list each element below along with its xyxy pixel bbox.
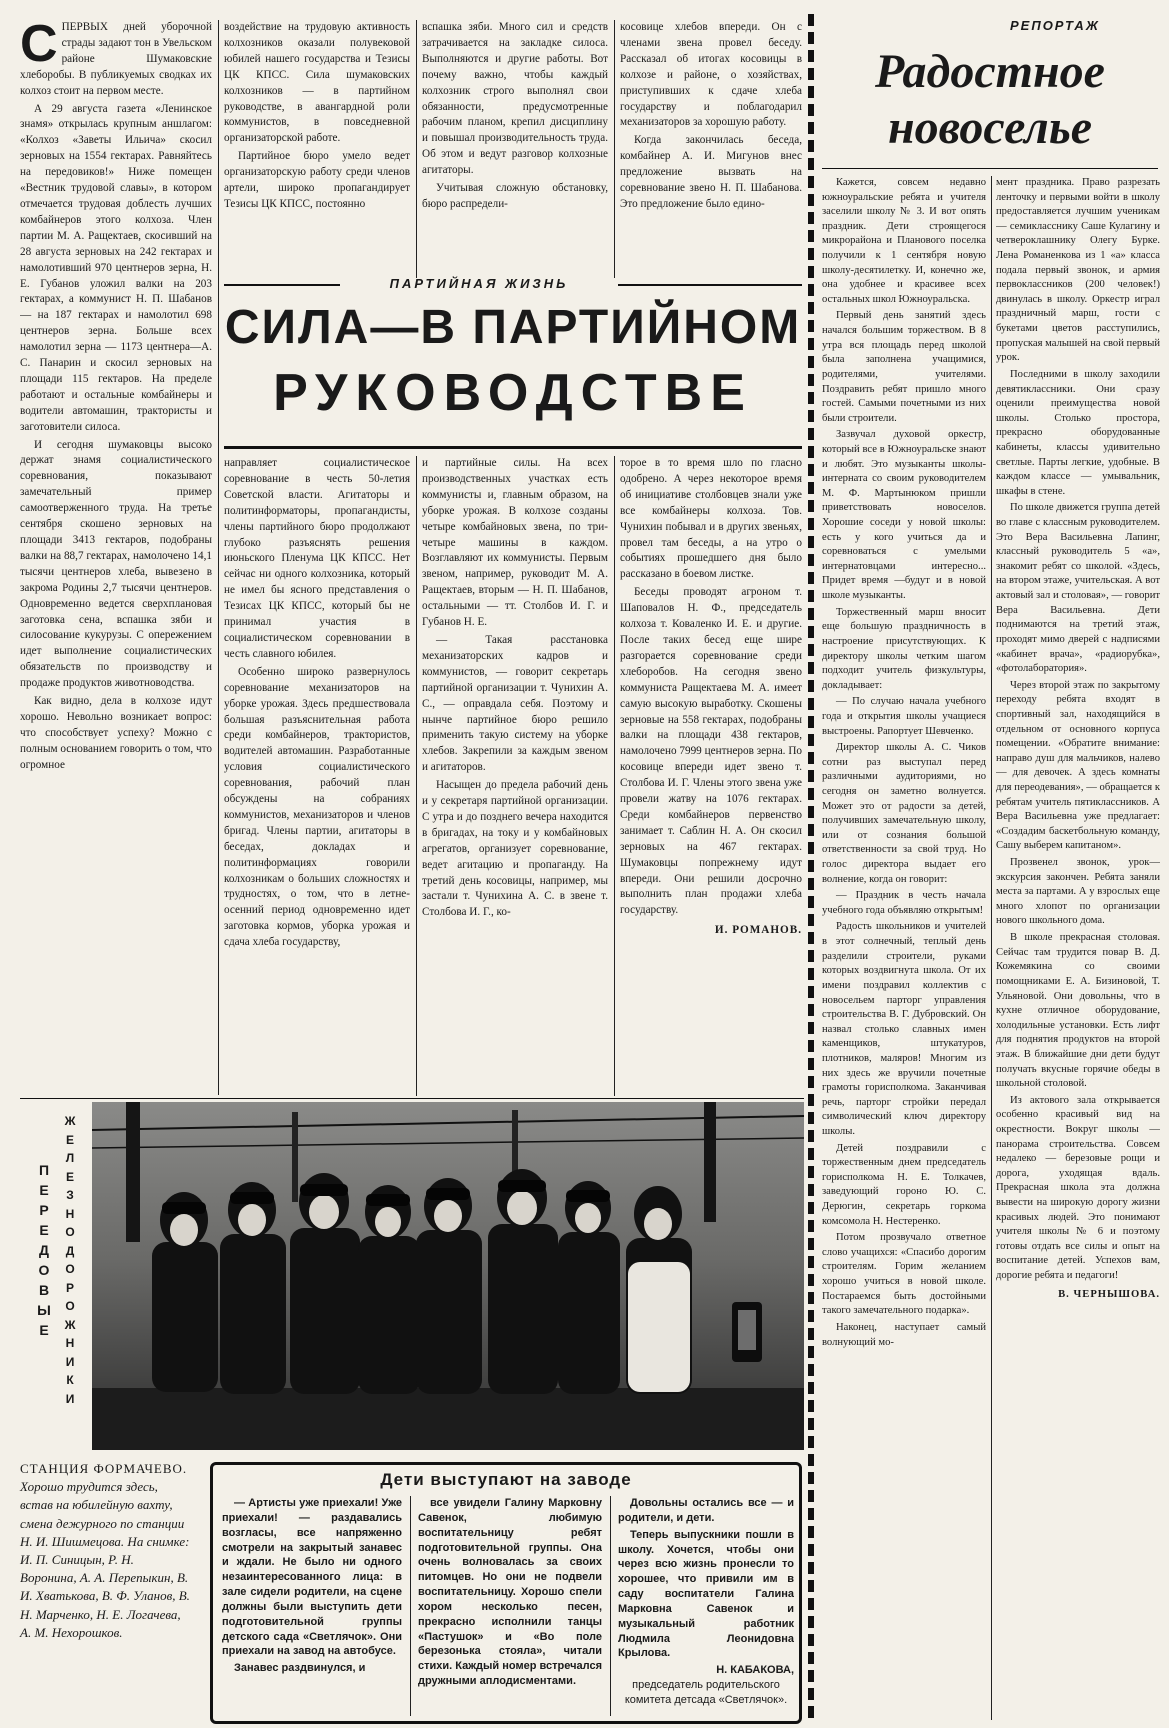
main-article-lead-paragraph: [20, 20, 212, 100]
children-signature: Н. КАБАКОВА,: [716, 1664, 794, 1677]
paragraph: ПЕРВЫХ дней уборочной страды задают тон в Увельском районе Шумаковские хлеборобы. В публикуемых сводках их колхоз стоит на первом месте.: [20, 21, 212, 97]
paragraph: Через второй этаж по закрытому переходу ребята входят в спортивный зал, находящийся в отдельном от основного корпуса помещении. «Обратите внимание: направо душ для мальчиков, налево — для девочек. А здесь комнаты для переодевания», — обращается к ребятам учитель пятиклассников. А Вера Васильевна уже предлагает: «Создадим баскетбольную команду, Сашу выберем капитаном».: [996, 679, 1160, 852]
paragraph: Торжественный марш вносит еще большую праздничность в настроение присутствующих. К директору школы четким шагом подходит учитель физкультуры, докладывает:: [822, 606, 986, 691]
photo-vertical-caption-right: [60, 1112, 80, 1408]
vertical-letter: О: [65, 1225, 75, 1239]
report-col2: [996, 176, 1160, 1720]
paragraph: Занавес раздвинулся, и: [234, 1662, 366, 1675]
caption-lead: СТАНЦИЯ ФОРМАЧЕВО.: [20, 1461, 188, 1476]
paragraph: торое в то время шло по гласно одобрено. А через некоторое время об инициативе столбовцев знали уже все комбайнеры колхоза. Тов. Чунихин побывал и в других звеньях, провел там беседы, а на утро о событиях прошедшего дня было рассказано в боевом листке.: [620, 457, 802, 581]
vertical-letter: И: [65, 1354, 75, 1369]
vertical-letter: Ж: [64, 1317, 76, 1332]
vertical-letter: Д: [39, 1242, 49, 1258]
vertical-letter: В: [38, 1282, 50, 1298]
vertical-letter: О: [65, 1299, 75, 1313]
vertical-letter: Ж: [64, 1114, 76, 1128]
caption-text: Хорошо трудится здесь, встав на юбилейную вахту, смена дежурного по станции Н. И. Шишмецова. На снимке: И. П. Синицын, Р. Н. Воронина, А. А. Перепыкин, В. И. Хватькова, В. Ф. Уланов, В. Н. Марченко, Н. Е. Логачева, А. М. Нехорошков.: [20, 1479, 190, 1640]
vertical-letter: К: [66, 1373, 74, 1387]
paragraph: Потом прозвучало ответное слово учащихся: «Спасибо дорогим строителям. Горим желанием хорошо учиться в новой школе. Постараемся быть достойными такого замечательного подарка».: [822, 1232, 986, 1317]
headline-top-rule: [224, 284, 340, 286]
paragraph: — Артисты уже приехали! Уже приехали! — раздавались возгласы, все напряженно смотрели на закрытый занавес и ждали. Не было ни одного незаинтересованного лица: в зале сидели родители, на сцене должны были выступить дети подготовительной группы детского сада «Светлячок». Они приехали на завод на автобусе.: [222, 1497, 402, 1658]
paragraph: Детей поздравили с торжественным днем председатель горисполкома Н. Е. Толкачев, заведующий гороно Ю. С. Дерюгин, секретарь горкома комсомола Н. Нестеренко.: [822, 1142, 986, 1227]
vertical-letter: И: [65, 1391, 75, 1406]
column-rule: [416, 20, 417, 278]
vertical-letter: З: [66, 1188, 74, 1202]
vertical-letter: О: [38, 1262, 50, 1278]
headline-line-2: РУКОВОДСТВЕ: [273, 364, 753, 422]
vertical-letter: Д: [65, 1243, 75, 1258]
paragraph: А 29 августа газета «Ленинское знамя» открылась крупным аншлагом: «Колхоз «Заветы Ильича» скосил зерновых на 1554 гектарах. Равняйтесь на передовиков!» Ниже помещен «Вестник трудовой славы», в котором отмечается трудовая доблесть лучших комбайнеров этого колхоза. Член партии М. А. Ращектаев, скосивший на 28 августа зерновых на 242 гектарах и намолотивший 970 центнеров зерна, Н. Е. Губанов уложил валки на 203 гектарах, а коммунист Н. П. Шабанов — на 187 гектарах и намолотил 698 центнеров зерна. Больше всех намолотил зерна — 1173 центнера—А. С. Панарин и скосил зерновых на площади 115 гектаров. На пределе работают и остальные комбайнеры и водители автомашин, трактористы и заготовители силоса.: [20, 102, 212, 433]
paragraph: направляет социалистическое соревнование в честь 50-летия Советской власти. Агитаторы и политинформаторы, пропагандисты, члены партийного бюро продолжают глубоко разъяснять решения июньского Пленума ЦК КПСС. Нет сейчас ни одного колхозника, который не имел бы ясного представления о Тезисах ЦК КПСС, который бы не принимал участия в социалистическом соревновании в честь славного юбилея.: [224, 457, 410, 660]
main-article-col2: [224, 20, 410, 278]
paragraph: Как видно, дела в колхозе идут хорошо. Невольно возникает вопрос: что способствует успеху? Можно с полным основанием говорить о том, что огромное: [20, 695, 212, 771]
photo-vertical-caption-left: [34, 1160, 54, 1340]
vertical-letter: Н: [65, 1206, 75, 1221]
column-rule: [610, 1496, 611, 1716]
paragraph: — По случаю начала учебного года и открытия школы учащиеся выстроены. Рапортует Шевченко.: [822, 696, 986, 737]
paragraph: Последними в школу заходили девятиклассники. Они сразу оценили преимущества новой школы. Столько простора, прекрасно оборудованные кабинеты, классы удивительно светлые. Парты легкие, удобные. В каждом классе — умывальник, шкафы в стене.: [996, 368, 1160, 497]
vertical-letter: Е: [39, 1182, 49, 1198]
paragraph: По школе движется группа детей во главе с классным руководителем. Это Вера Васильевна Лапинг, классный руководитель 5 «а», знакомит ребят со школой. «Здесь, на втором этаже, учительская. А вот актовый зал и столовая», — говорит Вера Васильевна. Дети поднимаются на третий этаж, проходят мимо дверей с надписями «кабинет врача», «радиорубка», «фотолаборатория».: [996, 502, 1160, 675]
report-kicker: РЕПОРТАЖ: [1010, 18, 1100, 33]
column-rule: [614, 20, 615, 278]
paragraph: и партийные силы. На всех производственных участках есть коммунисты и, главным образом, на уборке урожая. В колхозе созданы четыре комбайновых звена, по три-четыре машины в каждом. Возглавляют их коммунисты. Первым звеном, например, руководит М. А. Ращектаев, вторым — Н. П. Шабанов, остальными — тт. Столбов И. Г. и Губанов Н. Е.: [422, 457, 608, 629]
vertical-letter: Н: [65, 1336, 75, 1350]
paragraph: Насыщен до предела рабочий день и у секретаря партийной организации. С утра и до позднего вечера находится в бригадах, на току и у комбайновых агрегатов, организует соревнование, ведет агитацию и пропаганду. На третий день косовицы, например, мы застали т. Чунихина А. С. в звене т. Столбова И. Г., ко-: [422, 779, 608, 919]
paragraph: Прозвенел звонок, урок—экскурсия закончен. Ребята заняли места за партами. А у взрослых еще много хлопот по организации нового школьного дома.: [996, 857, 1160, 927]
paragraph: Довольны остались все — и родители, и дети.: [618, 1497, 794, 1524]
paragraph: косовице хлебов впереди. Он с членами звена провел беседу. Рассказал об итогах косовицы в колхозе и районе, о хозяйствах, приступивших к сдаче хлеба государству и поблагодарил механизаторов за хорошую работу.: [620, 21, 802, 129]
paragraph: Наконец, наступает самый волнующий мо-: [822, 1321, 986, 1348]
drop-cap: С: [20, 20, 58, 73]
paragraph: Учитывая сложную обстановку, бюро распредели-: [422, 182, 608, 210]
paragraph: Особенно широко развернулось соревнование механизаторов на уборке урожая. Здесь предшествовала большая разъяснительная работа среди комбайнеров, трактористов, водителей автомашин. Разработанные условия социалистического соревнования, рабочий план обсуждены на собраниях коммунистов, механизаторов и членов бригад. Члены партии, агитаторы в беседах, докладах и политинформациях говорили колхозникам о больших сложностях и трудностях, о том, что в летне-осенний период одновременно идет заготовка кормов, уборка урожая и сдача хлеба государству,: [224, 665, 410, 949]
paragraph: Теперь выпускники пошли в школу. Хочется, чтобы они через всю жизнь пронесли то хорошее, что привили им в саду воспитатели Галина Марковна Савенок и музыкальный работник Людмила Леонидовна Крылова.: [618, 1528, 794, 1660]
paragraph: Партийное бюро умело ведет организаторскую работу среди членов артели, широко пропагандирует Тезисы ЦК КПСС, постоянно: [224, 150, 410, 210]
paragraph: Из актового зала открывается особенно красивый вид на окрестности. Вокруг школы — панорама строительства. Совсем недалеко — березовые рощи и дорога, уходящая вдаль. Прекрасная школа эта должна вывести на широкую дорогу жизни красивых людей. Это понимают учителя школы № 6 и поэтому готовы отдать все силы и опыт на воспитание детей. Успехов вам, дорогие ребята и педагоги!: [996, 1094, 1160, 1282]
vertical-letters: [60, 1112, 80, 1408]
main-article-col6: [422, 456, 608, 1098]
report-col1: [822, 176, 986, 1720]
paragraph: вспашка зяби. Много сил и средств затрачивается на закладке силоса. Выполняются и другие работы. Вот почему важно, чтобы каждый колхозник строго выполнял свои обязанности, предусмотренные рабочим планом, крепил дисциплину и повышал производительность труда. Об этом и ведут разговор колхозные агитаторы.: [422, 21, 608, 177]
author-signature: И. РОМАНОВ.: [714, 924, 802, 937]
vertical-letter: Ы: [37, 1302, 51, 1318]
main-article-col4: [620, 20, 802, 278]
paragraph: Беседы проводят агроном т. Шаповалов Н. Ф., председатель колхоза т. Коваленко И. Е. и другие. После таких бесед еще шире разгорается соревнование среди хлеборобов. На сегодня звено коммуниста Ращектаева М. А. имеет самую высокую выработку. Скошены зерновые на 558 гектарах, подобраны валки на площади 438 гектаров, намолочено 7999 центнеров зерна. По косовице впереди идет звено т. Столбова И. Г. Члены этого звена уже провели жатву на 1076 гектарах. Среди комбайнеров первенство занимает т. Саблин Н. А. Он скосил зерновых на 467 гектарах. Шумаковцы попрежнему идут впереди. Они решили досрочно выполнить план продажи хлеба государству.: [620, 586, 802, 917]
vertical-letter: Л: [65, 1151, 75, 1165]
main-article-col1: [20, 20, 212, 1100]
vertical-letter: Е: [39, 1222, 49, 1238]
main-article-col5: [224, 456, 410, 1098]
column-rule: [416, 456, 417, 1096]
report-headline: [822, 44, 1158, 156]
paragraph: — Праздник в честь начала учебного года объявляю открытым!: [822, 890, 986, 916]
vertical-letter: Е: [65, 1132, 74, 1147]
railway-workers-photo-image: [92, 1102, 804, 1450]
author-signature: В. ЧЕРНЫШОВА.: [1058, 1288, 1160, 1300]
paragraph: Радость школьников и учителей в этот солнечный, теплый день разделили строители, руками которых воздвигнута школа. От их имени поздравил коллектив с новосельем парторг управления строительства В. Г. Дубровский. Он назвал столько славных имен каменщиков, штукатуров, плотников, маляров! Многим из них здесь же вручили почетные грамоты горисполкома. Заканчивая речь, парторг стройки передал символический ключ директору школы.: [822, 921, 986, 1137]
children-col2: [418, 1496, 602, 1718]
vertical-letter: Е: [39, 1322, 49, 1338]
photo-caption: [20, 1460, 190, 1642]
paragraph: Кажется, совсем недавно южноуральские ребята и учителя заселили школу № 3. И вот опять праздник. Дети строящегося микрорайона и Планового поселка получили к 1 сентября новую школу-десятилетку. И, конечно же, она удобнее и красивее всех остальных школ Южноуральска.: [822, 177, 986, 305]
railway-workers-photo: [92, 1102, 804, 1450]
headline-bottom-rule: [224, 446, 802, 449]
vertical-letter: Е: [65, 1169, 74, 1184]
vertical-letter: Р: [39, 1202, 49, 1218]
children-signature-title: председатель родительского комитета детсада «Светлячок».: [624, 1679, 788, 1706]
vertical-letters: [34, 1160, 54, 1340]
paragraph: мент праздника. Право разрезать ленточку и первыми войти в школу предоставляется лучшим ученикам — семикласснику Саше Кулагину и четвероклашнику Олегу Бурке. Лена Романенкова из 1 «а» класса подала первый звонок, и армия первоклассников (200 человек!) двинулась в школу. Оркестр играл праздничный марш, гости с букетами цветов расступились, пропуская малышей на свой первый урок.: [996, 177, 1160, 364]
paragraph: Зазвучал духовой оркестр, который все в Южноуральске знают и любят. Это музыканты школы-интерната со своим руководителем М. Ф. Мартынюком пришли приветствовать новоселов. Хорошие соседи у новой школы: есть у кого учиться да и соревноваться с умелыми интернатовцами интересно... Придет время —будут и в новой школе музыканты.: [822, 429, 986, 602]
main-article-col7: [620, 456, 802, 1098]
paragraph: все увидели Галину Марковну Савенок, любимую воспитательницу ребят подготовительной группы. Она очень волновалась за своих питомцев. Но они не подвели воспитательницу. Хорошо спели хором несколько песен, прекрасно исполнили танцы «Пастушок» и «Во поле березонька стояла», читали стихи. Каждый номер встречался дружными аплодисментами.: [418, 1497, 602, 1688]
paragraph: И сегодня шумаковцы высоко держат знамя социалистического соревнования, показывают замечательный пример самоотверженного труда. На третье сентября скошено зерновых на площади 3413 гектаров, подобраны валки на 88,7 гектарах, намолочено 14,1 тысячи центнеров хлеба, вывезено в закрома Родины 2,7 тысячи центнеров. Одновременно ведется сверхплановая заготовка сена, вспашка зяби и силосование кукурузы. С опережением идет выполнение социалистических обязательств по производству и продаже продуктов животноводства.: [20, 438, 212, 690]
report-headline-line-2: новоселье: [887, 101, 1093, 154]
children-col1: [222, 1496, 402, 1718]
paragraph: воздействие на трудовую активность колхозников оказали полувековой юбилей нашего государства и Тезисы ЦК КПСС. Сила шумаковских колхозников — в партийном руководстве, в авангардной роли коммунистов, в повседневной организаторской работе.: [224, 21, 410, 145]
main-article-col3: [422, 20, 608, 278]
paragraph: Первый день занятий здесь начался большим торжеством. В 8 утра вся площадь перед школой была заполнена учащимися, родителями, учителями. Поздравить ребят пришло много гостей. Самыми почетными из них были строители.: [822, 310, 986, 424]
children-article-title: Дети выступают на заводе: [380, 1470, 632, 1489]
column-rule: [218, 20, 219, 1095]
vertical-letter: О: [65, 1262, 75, 1276]
column-rule: [410, 1496, 411, 1716]
children-col3: [618, 1496, 794, 1718]
vertical-letter: Р: [65, 1280, 74, 1295]
paragraph: Когда закончилась беседа, комбайнер А. И. Мигунов внес предложение вызвать на соревнование звено Н. П. Шабанова. Это предложение было едино-: [620, 134, 802, 210]
paragraph: — Такая расстановка механизаторских кадров и коммунистов, — говорит секретарь партийной организации т. Чунихин А. С., — оправдала себя. Поэтому и нынче партийное бюро решило применить такую систему на уборке хлебов. Закрепили за каждым звеном и агитаторов.: [422, 633, 608, 774]
column-rule: [991, 176, 992, 1720]
report-headline-line-1: Радостное: [875, 45, 1105, 98]
section-kicker: ПАРТИЙНАЯ ЖИЗНЬ: [389, 276, 569, 291]
paragraph: В школе прекрасная столовая. Сейчас там трудится повар В. Д. Кожемякина со своими помощниками Е. А. Бизиновой, Т. Ульяновой. Они довольны, что в кухне отличное оборудование, холодильные установки. Есть лифт для поднятия продуктов на второй этаж. В ближайшие дни дети будут получать вкусные горячие обеды в школьной столовой.: [996, 932, 1160, 1090]
report-headline-rule: [822, 168, 1158, 169]
vertical-letter: П: [38, 1162, 50, 1178]
column-rule: [614, 456, 615, 1096]
headline-line-1: СИЛА—В ПАРТИЙНОМ: [224, 301, 802, 354]
photo-top-rule: [20, 1098, 804, 1099]
paragraph: Директор школы А. С. Чиков сотни раз выступал перед различными аудиториями, но сегодня он заметно волнуется. Может это от радости за детей, получивших замечательную школу, или от сознания большой ответственности за свой труд. Но голос директора выдает его волнение, когда он говорит:: [822, 742, 986, 885]
headline-top-rule: [618, 284, 802, 286]
